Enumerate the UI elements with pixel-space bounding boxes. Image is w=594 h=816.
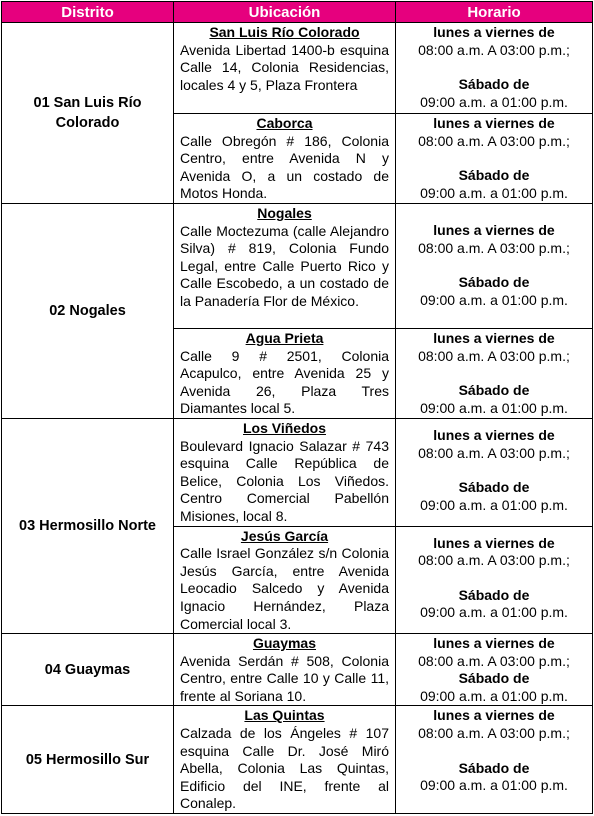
weekday-hours: 08:00 a.m. A 03:00 p.m.; (418, 347, 570, 364)
schedule-cell (396, 526, 593, 634)
saturday-label: Sábado de (458, 670, 530, 687)
table-row (2, 418, 593, 526)
schedule-cell (396, 634, 593, 706)
location-name: Nogales (257, 205, 312, 221)
location-cell (174, 526, 396, 634)
table-row (2, 634, 593, 706)
district-name: 05 Hermosillo Sur (2, 706, 174, 814)
schedule-cell (396, 23, 593, 114)
location-cell (174, 418, 396, 526)
location-name: San Luis Río Colorado (209, 24, 360, 40)
schedule-cell (396, 418, 593, 526)
location-address: Avenida Serdán # 508, Colonia Centro, entre Calle 10 y Calle 11, frente al Soriana 10. (180, 652, 389, 704)
weekday-label: lunes a viernes de (433, 426, 555, 443)
saturday-label: Sábado de (458, 479, 530, 496)
schedule-cell (396, 114, 593, 204)
weekday-hours: 08:00 a.m. A 03:00 p.m.; (418, 725, 570, 742)
saturday-label: Sábado de (458, 382, 530, 399)
location-name: Las Quintas (244, 707, 325, 724)
table-row (2, 204, 593, 329)
saturday-hours: 09:00 a.m. a 01:00 p.m. (420, 93, 568, 110)
saturday-hours: 09:00 a.m. a 01:00 p.m. (420, 604, 568, 621)
weekday-label: lunes a viernes de (433, 222, 555, 238)
location-name: Caborca (256, 115, 313, 131)
saturday-label: Sábado de (458, 274, 530, 291)
location-name: Agua Prieta (245, 330, 324, 346)
saturday-hours: 09:00 a.m. a 01:00 p.m. (420, 777, 568, 794)
district-name: 03 Hermosillo Norte (2, 418, 174, 633)
saturday-label: Sábado de (458, 76, 530, 93)
saturday-hours: 09:00 a.m. a 01:00 p.m. (420, 496, 568, 513)
saturday-hours: 09:00 a.m. a 01:00 p.m. (420, 399, 568, 416)
schedule-cell (396, 329, 593, 419)
weekday-hours: 08:00 a.m. A 03:00 p.m.; (418, 652, 570, 669)
location-name: Jesús García (240, 527, 329, 544)
weekday-hours: 08:00 a.m. A 03:00 p.m.; (418, 444, 570, 461)
location-cell (174, 204, 396, 329)
location-cell (174, 706, 396, 814)
location-address: Boulevard Ignacio Salazar # 743 esquina Calle República de Belice, Colonia Los Viñedos. Centro Comercial Pabellón Misiones, local 8. (180, 437, 389, 524)
location-cell (174, 114, 396, 204)
weekday-hours: 08:00 a.m. A 03:00 p.m.; (418, 239, 570, 256)
table-row (2, 706, 593, 814)
district-name: 04 Guaymas (2, 634, 174, 706)
weekday-label: lunes a viernes de (433, 115, 555, 131)
location-address: Calzada de los Ángeles # 107 esquina Calle Dr. José Miró Abella, Colonia Las Quintas, Edificio del INE, frente al Conalep. (180, 725, 389, 812)
weekday-label: lunes a viernes de (433, 330, 555, 346)
saturday-hours: 09:00 a.m. a 01:00 p.m. (420, 291, 568, 308)
weekday-label: lunes a viernes de (433, 707, 555, 724)
district-name: 02 Nogales (2, 204, 174, 419)
header-distrito: Distrito (2, 2, 174, 23)
table-row (2, 23, 593, 114)
weekday-hours: 08:00 a.m. A 03:00 p.m.; (418, 41, 570, 58)
location-name: Los Viñedos (243, 419, 326, 436)
header-ubicacion: Ubicación (174, 2, 396, 23)
saturday-label: Sábado de (458, 167, 530, 184)
location-address: Calle Moctezuma (calle Alejandro Silva) # 819, Colonia Fundo Legal, entre Calle Puerto Rico y Calle Escobedo, a un costado de la Panadería Flor de México. (180, 222, 389, 309)
location-cell (174, 23, 396, 114)
schedule-cell (396, 706, 593, 814)
location-cell (174, 329, 396, 419)
header-row (2, 2, 593, 23)
location-address: Avenida Libertad 1400-b esquina Calle 14, Colonia Residencias, locales 4 y 5, Plaza Frontera (180, 41, 389, 93)
saturday-label: Sábado de (458, 759, 530, 776)
location-address: Calle Israel González s/n Colonia Jesús García, entre Avenida Leocadio Salcedo y Avenida Ignacio Hernández, Plaza Comercial local 3. (180, 545, 389, 632)
weekday-hours: 08:00 a.m. A 03:00 p.m.; (418, 132, 570, 149)
weekday-label: lunes a viernes de (433, 635, 555, 652)
schedule-cell (396, 204, 593, 329)
weekday-hours: 08:00 a.m. A 03:00 p.m.; (418, 552, 570, 569)
district-name: 01 San Luis Río Colorado (2, 23, 174, 204)
location-name: Guaymas (252, 635, 317, 652)
location-address: Calle Obregón # 186, Colonia Centro, entre Avenida N y Avenida O, a un costado de Motos Honda. (180, 132, 389, 202)
saturday-hours: 09:00 a.m. a 01:00 p.m. (420, 184, 568, 201)
location-address: Calle 9 # 2501, Colonia Acapulco, entre Avenida 25 y Avenida 26, Plaza Tres Diamantes local 5. (180, 347, 389, 417)
saturday-label: Sábado de (458, 586, 530, 603)
saturday-hours: 09:00 a.m. a 01:00 p.m. (420, 687, 568, 704)
header-horario: Horario (396, 2, 593, 23)
weekday-label: lunes a viernes de (433, 534, 555, 551)
weekday-label: lunes a viernes de (433, 24, 555, 40)
location-cell (174, 634, 396, 706)
offices-table (1, 1, 593, 814)
